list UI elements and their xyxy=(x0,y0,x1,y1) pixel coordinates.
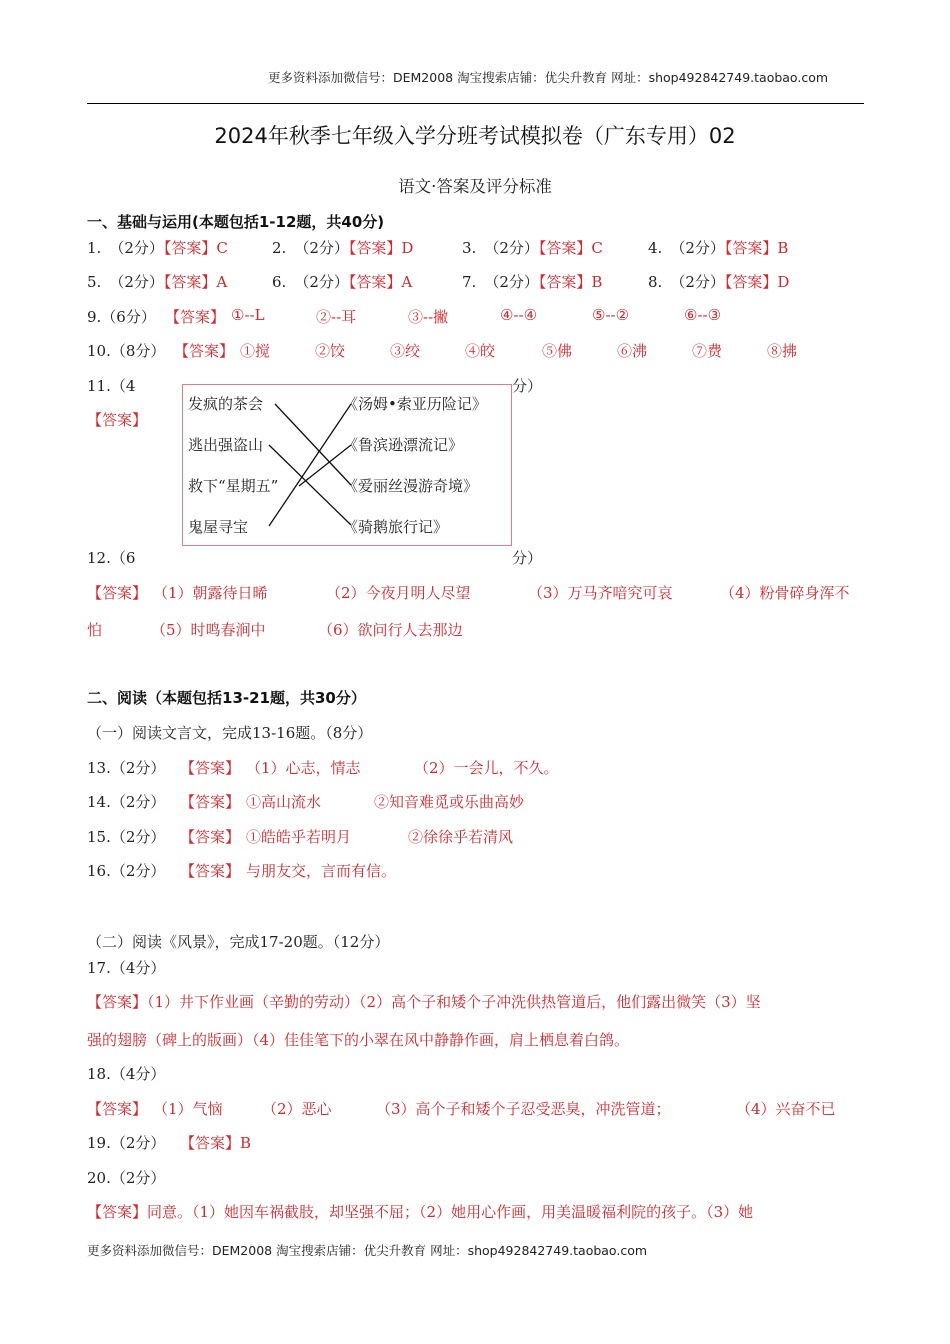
q9-item: ⑥--③ xyxy=(684,306,722,324)
page-header: 更多资料添加微信号：DEM2008 淘宝搜索店铺：优尖升教育 网址：shop492842749.taobao.com xyxy=(268,70,829,85)
q16-prefix: 16.（2分） xyxy=(87,862,166,880)
match-left-item: 救下“星期五” xyxy=(188,477,279,495)
q17-answer: 【答案】（1）井下作业画（辛勤的劳动）（2）高个子和矮个子冲洗供热管道后，他们露出微笑（3）坚 xyxy=(87,993,761,1011)
mc-item: 7. （2分）【答案】B xyxy=(462,273,603,291)
q11-matching-box xyxy=(182,384,512,546)
mc-item: 3. （2分）【答案】C xyxy=(462,239,603,257)
match-right-item: 《骑鹅旅行记》 xyxy=(343,518,449,536)
q18-answer: （3）高个子和矮个子忍受恶臭，冲洗管道； xyxy=(376,1100,671,1118)
match-right-item: 《鲁滨逊漂流记》 xyxy=(343,436,464,454)
q10-item: ③绞 xyxy=(390,342,421,360)
q9-item: ①--L xyxy=(231,306,265,324)
match-left-item: 逃出强盗山 xyxy=(188,436,264,454)
q11-prefix: 11.（4 xyxy=(87,377,136,395)
q18-answer: （4）兴奋不已 xyxy=(736,1100,836,1118)
q18-tag: 【答案】 xyxy=(87,1100,148,1118)
mc-item: 8. （2分）【答案】D xyxy=(648,273,790,291)
page-title: 2024年秋季七年级入学分班考试模拟卷（广东专用）02 xyxy=(214,124,736,148)
mc-item: 5. （2分）【答案】A xyxy=(87,273,228,291)
q14-prefix: 14.（2分） xyxy=(87,793,166,811)
q17-answer-cont: 强的翅膀（碑上的版画）（4）佳佳笔下的小翠在风中静静作画，肩上栖息着白鸽。 xyxy=(87,1031,630,1049)
q12-prefix: 12.（6 xyxy=(87,549,136,567)
q12-answer: （1）朝露待日晞 xyxy=(153,584,268,602)
q12-answer: （4）粉骨碎身浑不 xyxy=(720,584,850,602)
q19-prefix: 19.（2分） xyxy=(87,1134,166,1152)
q20-prefix: 20.（2分） xyxy=(87,1169,166,1187)
match-right-item: 《爱丽丝漫游奇境》 xyxy=(343,477,479,495)
q20-answer: 【答案】同意。（1）她因车祸截肢，却坚强不屈；（2）她用心作画，用美温暖福利院的孩子。（3）她 xyxy=(87,1203,754,1221)
q13-answer: （1）心志，情志 xyxy=(246,759,361,777)
section1-heading: 一、基础与运用(本题包括1-12题，共40分) xyxy=(87,213,385,231)
q14-answer: ②知音难觅或乐曲高妙 xyxy=(374,793,525,811)
match-left-item: 鬼屋寻宝 xyxy=(188,518,249,536)
part2-heading: （二）阅读《风景》，完成17-20题。（12分） xyxy=(87,933,390,951)
q14-tag: 【答案】 xyxy=(180,793,241,811)
q9-tag: 【答案】 xyxy=(165,308,226,326)
q9-item: ②--耳 xyxy=(316,308,357,326)
q11-tag: 【答案】 xyxy=(87,411,148,429)
match-right-item: 《汤姆•索亚历险记》 xyxy=(343,395,487,413)
q10-item: ⑦费 xyxy=(692,342,723,360)
q13-prefix: 13.（2分） xyxy=(87,759,166,777)
q12-answer: （2）今夜月明人尽望 xyxy=(326,584,471,602)
header-divider xyxy=(87,103,864,104)
q15-tag: 【答案】 xyxy=(180,828,241,846)
q16-tag: 【答案】 xyxy=(180,862,241,880)
q12-answer: 怕 xyxy=(87,621,103,639)
mc-item: 2. （2分）【答案】D xyxy=(272,239,414,257)
q10-prefix: 10.（8分） xyxy=(87,342,166,360)
q12-answer: （5）时鸣春涧中 xyxy=(151,621,266,639)
q11-suffix: 分） xyxy=(512,377,543,395)
q16-answer: 与朋友交，言而有信。 xyxy=(246,862,397,880)
match-line xyxy=(269,445,351,525)
q19-answer: 【答案】B xyxy=(180,1134,252,1152)
match-line xyxy=(269,404,351,526)
match-left-item: 发疯的茶会 xyxy=(188,395,264,413)
q10-item: ②饺 xyxy=(315,342,346,360)
section2-heading: 二、阅读（本题包括13-21题，共30分） xyxy=(87,689,366,707)
q10-tag: 【答案】 xyxy=(174,342,235,360)
q15-answer: ②徐徐乎若清风 xyxy=(408,828,514,846)
q12-answer: （3）万马齐喑究可哀 xyxy=(528,584,673,602)
q10-item: ⑥沸 xyxy=(617,342,648,360)
q12-tag: 【答案】 xyxy=(87,584,148,602)
mc-item: 4. （2分）【答案】B xyxy=(648,239,789,257)
q14-answer: ①高山流水 xyxy=(246,793,322,811)
q18-prefix: 18.（4分） xyxy=(87,1065,166,1083)
q15-prefix: 15.（2分） xyxy=(87,828,166,846)
q12-suffix: 分） xyxy=(512,549,543,567)
q13-answer: （2）一会儿，不久。 xyxy=(414,759,559,777)
q12-answer: （6）欲问行人去那边 xyxy=(318,621,463,639)
q9-item: ⑤--② xyxy=(592,306,630,324)
mc-item: 1. （2分）【答案】C xyxy=(87,239,228,257)
q9-item: ④--④ xyxy=(500,306,538,324)
q17-prefix: 17.（4分） xyxy=(87,959,166,977)
page-subtitle: 语文·答案及评分标准 xyxy=(398,177,552,196)
q18-answer: （1）气恼 xyxy=(153,1100,223,1118)
q10-item: ①搅 xyxy=(240,342,271,360)
match-line xyxy=(275,404,351,485)
q18-answer: （2）恶心 xyxy=(262,1100,332,1118)
page-footer: 更多资料添加微信号：DEM2008 淘宝搜索店铺：优尖升教育 网址：shop492842749.taobao.com xyxy=(87,1243,648,1258)
mc-item: 6. （2分）【答案】A xyxy=(272,273,413,291)
q15-answer: ①皓皓乎若明月 xyxy=(246,828,352,846)
q13-tag: 【答案】 xyxy=(180,759,241,777)
q9-prefix: 9.（6分） xyxy=(87,308,156,326)
q10-item: ④皎 xyxy=(465,342,496,360)
q10-item: ⑤佛 xyxy=(542,342,573,360)
q10-item: ⑧拂 xyxy=(767,342,798,360)
part1-heading: （一）阅读文言文，完成13-16题。（8分） xyxy=(87,724,373,742)
q9-item: ③--撇 xyxy=(408,308,449,326)
